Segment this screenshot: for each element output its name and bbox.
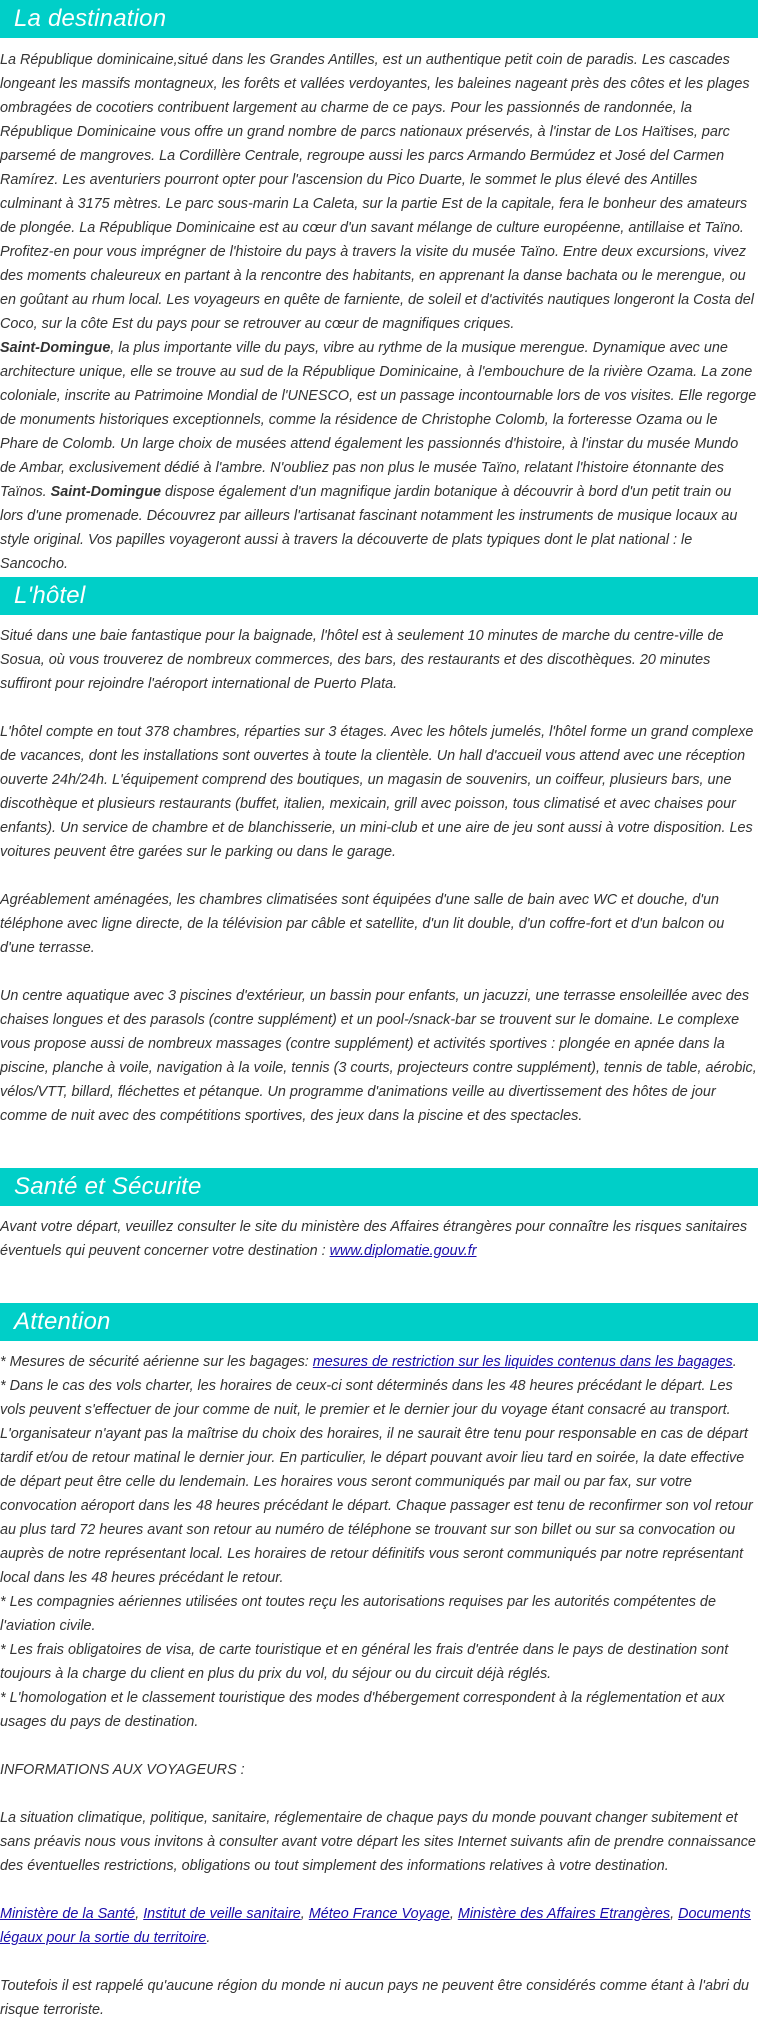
ministere-sante-link[interactable]: Ministère de la Santé: [0, 1906, 136, 1922]
hotel-heading: L'hôtel: [0, 577, 758, 615]
destination-paragraph-1: La République dominicaine,situé dans les Grandes Antilles, est un authentique petit coin de paradis. Les cascades longeant les massifs montagneux, les forêts et vallées verdoyantes, les baleines nageant près des côtes et les plages ombragées de cocotiers contribuent largement au charme de ce pays. Pour les passionnés de randonnée, la République Dominicaine vous offre un grand nombre de parcs nationaux préservés, à l'instar de Los Haïtises, parc parsemé de mangroves. La Cordillère Centrale, regroupe aussi les parcs Armando Bermúdez et José del Carmen Ramírez. Les aventuriers pourront opter pour l'ascension du Pico Duarte, le sommet le plus élevé des Antilles culminant à 3175 mètres. Le parc sous-marin La Caleta, sur la partie Est de la capitale, fera le bonheur des amateurs de plongée. La République Dominicaine est au cœur d'un savant mélange de culture européenne, antillaise et Taïno. Profitez-en pour vous imprégner de l'histoire du pays à travers la visite du musée Taïno. Entre deux excursions, vivez des moments chaleureux en partant à la rencontre des habitants, en apprenant la danse bachata ou le merengue, ou en goûtant au rhum local. Les voyageurs en quête de farniente, de soleil et d'activités nautiques longeront la Costa del Coco, sur la côte Est du pays pour se retrouver au cœur de magnifiques criques.: [0, 52, 754, 332]
hotel-paragraph-1: Situé dans une baie fantastique pour la baignade, l'hôtel est à seulement 10 minutes de marche du centre-ville de Sosua, où vous trouverez de nombreux commerces, des bars, des restaurants et des discothèques. 20 minutes suffiront pour rejoindre l'aéroport international de Puerto Plata.: [0, 628, 724, 692]
destination-heading: La destination: [0, 0, 758, 38]
hotel-paragraph-3: Agréablement aménagées, les chambres climatisées sont équipées d'une salle de bain avec WC et douche, d'un téléphone avec ligne directe, de la télévision par câble et satellite, d'un lit double, d'un coffre-fort et d'un balcon ou d'une terrasse.: [0, 892, 725, 956]
sante-paragraph: Avant votre départ, veuillez consulter le site du ministère des Affaires étrangères pour connaître les risques sanitaires éventuels qui peuvent concerner votre destination : www.diplomatie.gouv.fr: [0, 1219, 748, 1259]
sante-heading: Santé et Sécurite: [0, 1168, 758, 1206]
attention-item-bagages: * Mesures de sécurité aérienne sur les bagages: mesures de restriction sur les liquides contenus dans les bagages.: [0, 1354, 737, 1370]
meteo-france-link[interactable]: Méteo France Voyage: [308, 1906, 450, 1922]
info-voyageurs-title: INFORMATIONS AUX VOYAGEURS :: [0, 1762, 245, 1778]
attention-item-homologation: * L'homologation et le classement touristique des modes d'hébergement correspondent à la réglementation et aux usages du pays de destination.: [0, 1690, 725, 1730]
attention-item-frais: * Les frais obligatoires de visa, de carte touristique et en général les frais d'entrée dans le pays de destination sont toujours à la charge du client en plus du prix du vol, du séjour ou du circuit déjà réglés.: [0, 1642, 729, 1682]
saint-domingue-bold: Saint-Domingue: [50, 484, 161, 500]
affaires-etrangeres-link[interactable]: Ministère des Affaires Etrangères: [457, 1906, 671, 1922]
hotel-paragraph-4: Un centre aquatique avec 3 piscines d'extérieur, un bassin pour enfants, un jacuzzi, une terrasse ensoleillée avec des chaises longues et des parasols (contre supplément) et un pool-/snack-bar se trouvent sur le domaine. Le complexe vous propose aussi de nombreux massages (contre supplément) et activités sportives : plongée en apnée dans la piscine, planche à voile, navigation à la voile, tennis (3 courts, projecteurs contre supplément), tennis de table, aérobic, vélos/VTT, billard, fléchettes et pétanque. Un programme d'animations veille au divertissement des hôtes de jour comme de nuit avec des compétitions sportives, des jeux dans la piscine et des spectacles.: [0, 988, 757, 1124]
attention-heading: Attention: [0, 1303, 758, 1341]
terrorisme-notice: Toutefois il est rappelé qu'aucune région du monde ni aucun pays ne peuvent être considérés comme étant à l'abri du risque terroriste.: [0, 1978, 749, 2018]
destination-paragraph-2: Saint-Domingue, la plus importante ville du pays, vibre au rythme de la musique merengue. Dynamique avec une architecture unique, elle se trouve au sud de la République Dominicaine, à l'embouchure de la rivière Ozama. La zone coloniale, inscrite au Patrimoine Mondial de l'UNESCO, est un passage incontournable lors de vos visites. Elle regorge de monuments historiques exceptionnels, comme la résidence de Christophe Colomb, la forteresse Ozama ou le Phare de Colomb. Un large choix de musées attend également les passionnés d'histoire, à l'instar du musée Mundo de Ambar, exclusivement dédié à l'ambre. N'oubliez pas non plus le musée Taïno, relatant l'histoire étonnante des Taïnos. Saint-Domingue dispose également d'un magnifique jardin botanique à découvrir à bord d'un petit train ou lors d'une promenade. Découvrez par ailleurs l'artisanat fascinant notamment les instruments de musique locaux au style original. Vos papilles voyageront aussi à travers la découverte de plats typiques dont le plat national : le Sancocho.: [0, 340, 757, 572]
diplomatie-link[interactable]: www.diplomatie.gouv.fr: [329, 1243, 477, 1259]
saint-domingue-bold: Saint-Domingue: [0, 340, 111, 356]
liquides-restriction-link[interactable]: mesures de restriction sur les liquides contenus dans les bagages: [312, 1354, 733, 1370]
hotel-paragraph-2: L'hôtel compte en tout 378 chambres, réparties sur 3 étages. Avec les hôtels jumelés, l'hôtel forme un grand complexe de vacances, dont les installations sont ouvertes à toute la clientèle. Un hall d'accueil vous attend avec une réception ouverte 24h/24h. L'équipement comprend des boutiques, un magasin de souvenirs, un coiffeur, plusieurs bars, une discothèque et plusieurs restaurants (buffet, italien, mexicain, grill avec poisson, tous climatisé et avec chaises pour enfants). Un service de chambre et de blanchisserie, un mini-club et une aire de jeu sont aussi à votre disposition. Les voitures peuvent être garées sur le parking ou dans le garage.: [0, 724, 754, 860]
veille-sanitaire-link[interactable]: Institut de veille sanitaire: [143, 1906, 301, 1922]
attention-item-charter: * Dans le cas des vols charter, les horaires de ceux-ci sont déterminés dans les 48 heures précédant le départ. Les vols peuvent s'effectuer de jour comme de nuit, le premier et le dernier jour du voyage étant consacré au transport. L'organisateur n'ayant pas la maîtrise du choix des horaires, il ne saurait être tenu pour responsable en cas de départ tardif et/ou de retour matinal le dernier jour. En particulier, le départ pouvant avoir lieu tard en soirée, la date effective de départ peut être celle du lendemain. Les horaires vous seront communiqués par mail ou par fax, sur votre convocation aéroport dans les 48 heures précédant le départ. Chaque passager est tenu de reconfirmer son vol retour au plus tard 72 heures avant son retour au numéro de téléphone se trouvant sur son billet ou sur sa convocation ou auprès de notre représentant local. Les horaires de retour définitifs vous seront communiqués par notre représentant local dans les 48 heures précédant le retour.: [0, 1378, 753, 1586]
info-voyageurs-paragraph: La situation climatique, politique, sanitaire, réglementaire de chaque pays du monde pouvant changer subitement et sans préavis nous vous invitons à consulter avant votre départ les sites Internet suivants afin de prendre connaissance des éventuelles restrictions, obligations ou tout simplement des informations relatives à votre destination.: [0, 1810, 756, 1874]
info-links: Ministère de la Santé, Institut de veille sanitaire, Méteo France Voyage, Ministère des Affaires Etrangères, Documents légaux pour la sortie du territoire.: [0, 1906, 751, 1946]
attention-item-compagnies: * Les compagnies aériennes utilisées ont toutes reçu les autorisations requises par les autorités compétentes de l'aviation civile.: [0, 1594, 716, 1634]
documents-legaux-link[interactable]: Documents légaux pour la sortie du territoire: [0, 1906, 751, 1946]
